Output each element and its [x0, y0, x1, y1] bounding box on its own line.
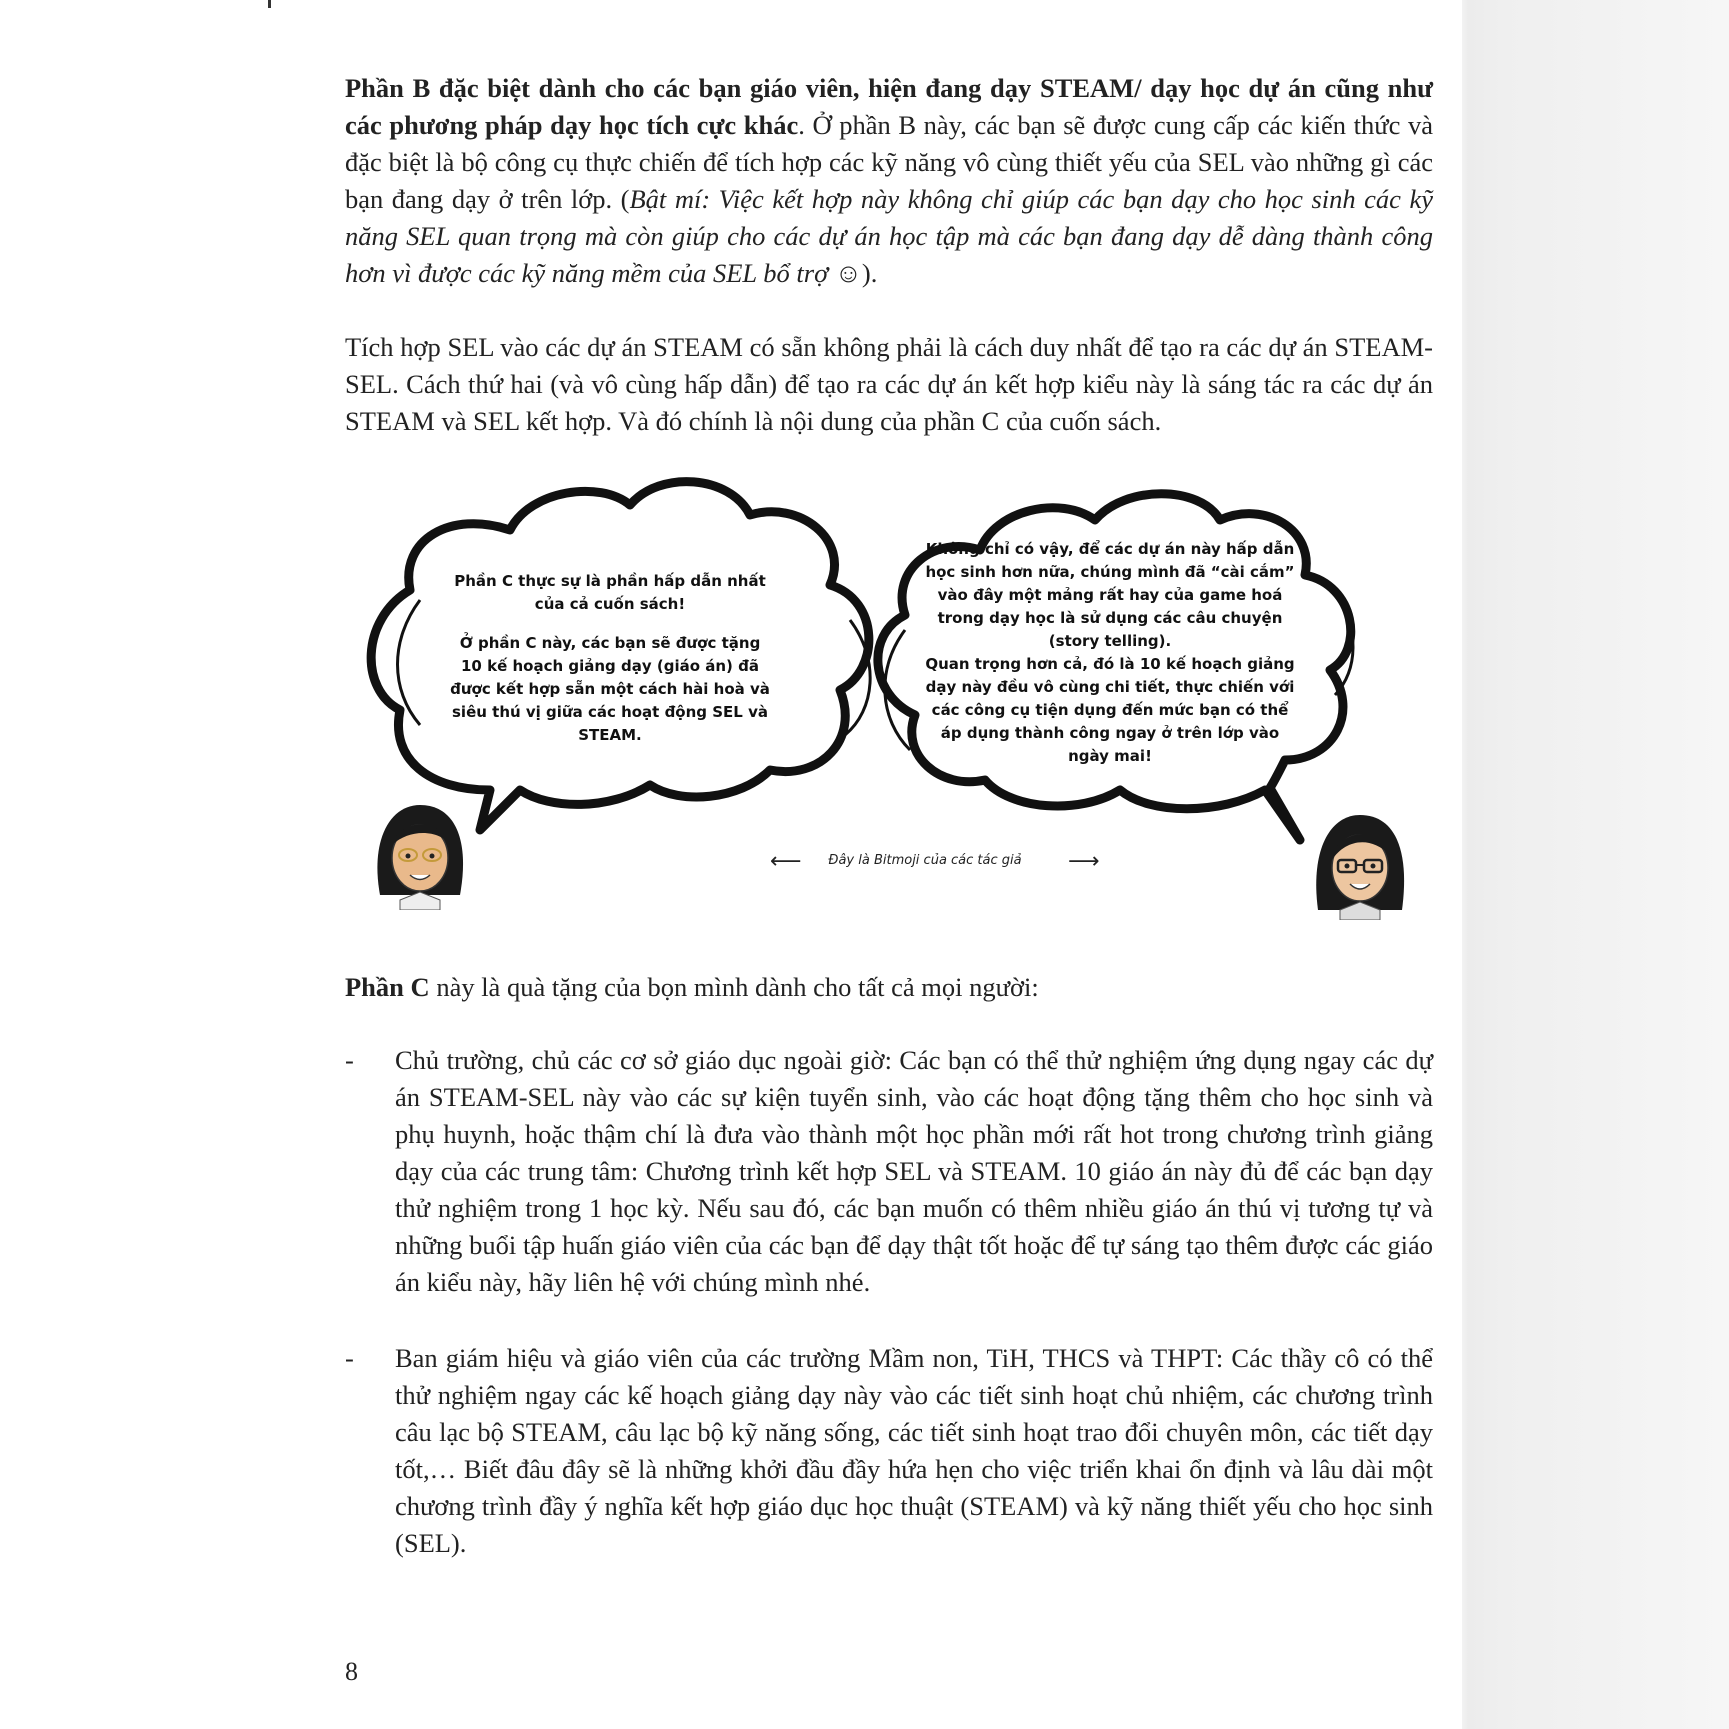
bullet-dash: - [345, 1343, 354, 1373]
paragraph-part-b-end: ). [861, 258, 878, 288]
list-item-text: Chủ trường, chủ các cơ sở giáo dục ngoài giờ: Các bạn có thể thử nghiệm ứng dụng ngay các dự án STEAM-SEL này vào các sự kiện tuyển sinh, vào các hoạt động tặng thêm cho học sinh và phụ huynh, hoặc thậm chí là đưa vào thành một học phần mới rất hot trong chương trình giảng dạy của các trung tâm: Chương trình kết hợp SEL và STEAM. 10 giáo án này đủ để các bạn dạy thử nghiệm trong 1 học kỳ. Nếu sau đó, các bạn muốn có thêm nhiều giáo án thú vị tương tự và những buổi tập huấn giáo viên của các bạn để dạy thật tốt hoặc để tự sáng tạo thêm được các giáo án kiểu này, hãy liên hệ với chúng mình nhé. [395, 1045, 1433, 1297]
paragraph-part-c [345, 969, 1433, 1006]
page-edge-shadow [1462, 0, 1729, 1729]
left-bubble-line2: Ở phần C này, các bạn sẽ được tặng 10 kế hoạch giảng dạy (giáo án) đã được kết hợp sẵn một cách hài hoà và siêu thú vị giữa các hoạt động SEL và STEAM. [450, 634, 770, 744]
bitmoji-caption: Đây là Bitmoji của các tác giả [828, 853, 1022, 868]
top-mark [268, 0, 271, 8]
arrow-left-icon: ⟵ [770, 849, 802, 874]
right-bubble-line1: Không chỉ có vậy, để các dự án này hấp dẫn học sinh hơn nữa, chúng mình đã “cài cắm” vào đây một mảng rất hay của game hoá trong dạy học là sử dụng các câu chuyện (story telling). [925, 540, 1295, 650]
bullet-dash: - [345, 1045, 354, 1075]
paragraph-part-b [345, 70, 1433, 292]
right-bubble-text [920, 538, 1300, 768]
paragraph-part-b-italic: Bật mí: Việc kết hợp này không chỉ giúp các bạn dạy cho học sinh các kỹ năng SEL quan trọng mà còn giúp cho các dự án học tập mà các bạn đang dạy dễ dàng thành công hơn vì được các kỹ năng mềm của SEL bổ trợ ☺ [345, 184, 1433, 288]
paragraph-part-c-normal: này là quà tặng của bọn mình dành cho tất cả mọi người: [429, 972, 1039, 1002]
page-number: 8 [345, 1657, 358, 1686]
arrow-right-icon: ⟶ [1068, 849, 1100, 874]
list-item-text: Ban giám hiệu và giáo viên của các trường Mầm non, TiH, THCS và THPT: Các thầy cô có thể thử nghiệm ngay các kế hoạch giảng dạy này vào các tiết sinh hoạt chủ nhiệm, các chương trình câu lạc bộ STEAM, câu lạc bộ kỹ năng sống, các tiết sinh hoạt trao đổi chuyên môn, các tiết dạy tốt,… Biết đâu đây sẽ là những khởi đầu đầy hứa hẹn cho việc triển khai ổn định và lâu dài một chương trình đầy ý nghĩa kết hợp giáo dục học thuật (STEAM) và kỹ năng thiết yếu cho học sinh (SEL). [395, 1343, 1433, 1558]
right-bubble-line2: Quan trọng hơn cả, đó là 10 kế hoạch giảng dạy này đều vô cùng chi tiết, thực chiến với các công cụ tiện dụng đến mức bạn có thể áp dụng thành công ngay ở trên lớp vào ngày mai! [925, 655, 1295, 765]
speech-bubble-figure [360, 470, 1420, 930]
paragraph-part-b-normal: . Ở phần B này, các bạn sẽ được cung cấp các kiến thức và đặc biệt là bộ công cụ thực chiến để tích hợp các kỹ năng vô cùng thiết yếu của SEL vào những gì các bạn đang dạy ở trên lớp. ( [345, 110, 1433, 214]
paragraph-part-c-bold: Phần C [345, 972, 430, 1002]
paragraph-steam-sel: Tích hợp SEL vào các dự án STEAM có sẵn không phải là cách duy nhất để tạo ra các dự án STEAM-SEL. Cách thứ hai (và vô cùng hấp dẫn) để tạo ra các dự án kết hợp kiểu này là sáng tác ra các dự án STEAM và SEL kết hợp. Và đó chính là nội dung của phần C của cuốn sách. [345, 332, 1433, 436]
left-bubble-line1: Phần C thực sự là phần hấp dẫn nhất của cả cuốn sách! [454, 572, 766, 613]
left-author-avatar [370, 800, 470, 910]
paragraph-part-b-bold: Phần B đặc biệt dành cho các bạn giáo viên, hiện đang dạy STEAM/ dạy học dự án cũng như các phương pháp dạy học tích cực khác [345, 73, 1433, 140]
left-bubble-text [450, 570, 770, 747]
right-author-avatar [1310, 810, 1410, 920]
